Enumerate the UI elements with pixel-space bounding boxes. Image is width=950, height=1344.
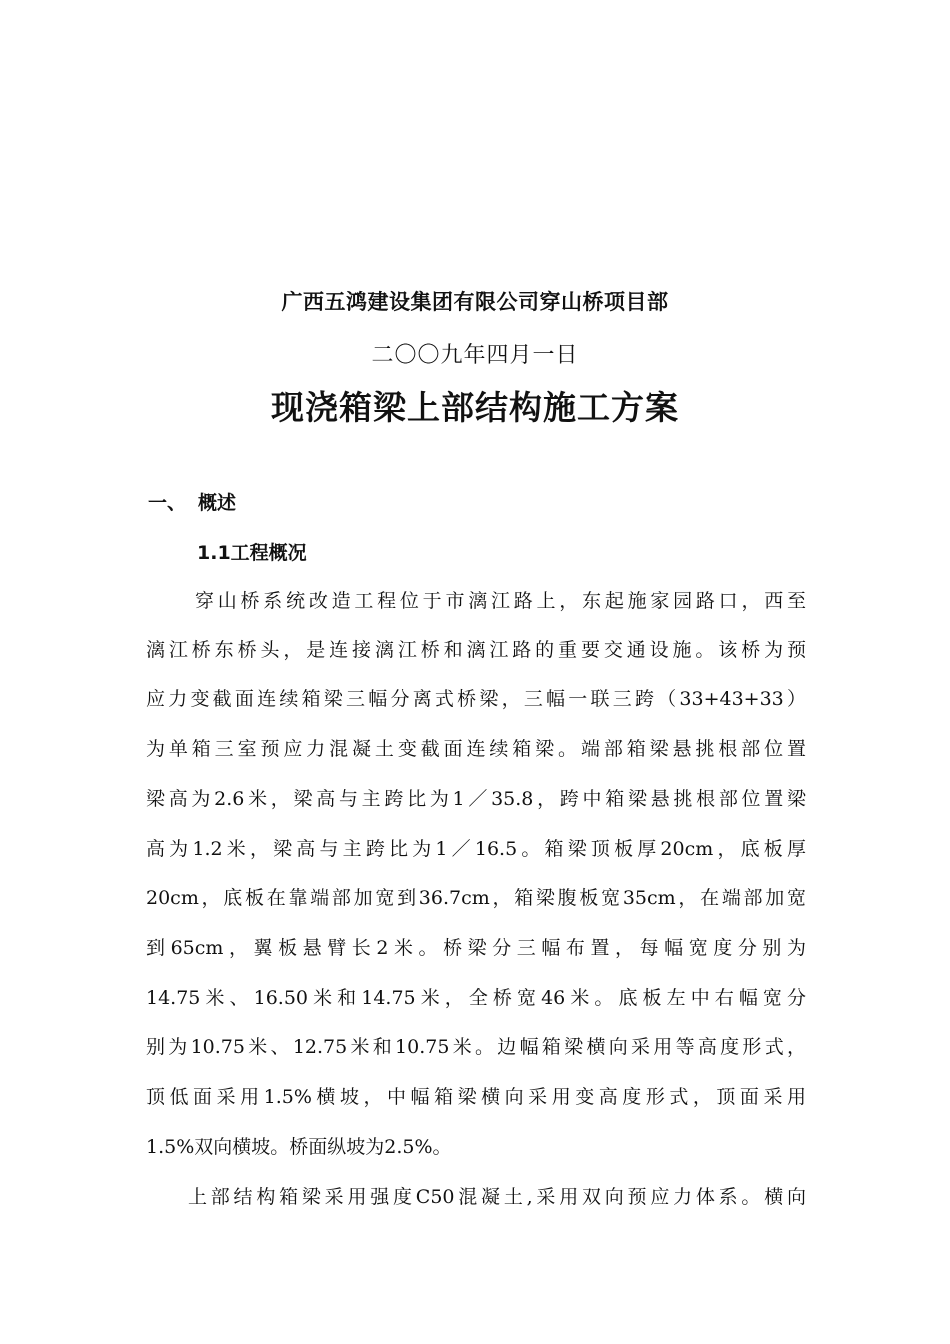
section-title: 概述 — [198, 492, 237, 514]
paragraph-line: 14.75米、16.50米和14.75米，全桥宽46米。底板左中右幅宽分 — [146, 987, 806, 1009]
section-number: 一、 — [148, 492, 187, 514]
paragraph-line: 高为1.2米，梁高与主跨比为1／16.5。箱梁顶板厚20cm，底板厚 — [146, 838, 806, 860]
paragraph-line: 穿山桥系统改造工程位于市漓江路上，东起施家园路口，西至 — [195, 590, 806, 612]
paragraph-line: 应力变截面连续箱梁三幅分离式桥梁，三幅一联三跨（33+43+33） — [146, 688, 806, 710]
paragraph-line: 漓江桥东桥头，是连接漓江桥和漓江路的重要交通设施。该桥为预 — [146, 639, 806, 661]
document-date: 二〇〇九年四月一日 — [371, 343, 579, 368]
paragraph-line: 别为10.75米、12.75米和10.75米。边幅箱梁横向采用等高度形式， — [146, 1036, 806, 1058]
paragraph-line: 到65cm，翼板悬臂长2米。桥梁分三幅布置，每幅宽度分别为 — [146, 937, 806, 959]
document-title: 现浇箱梁上部结构施工方案 — [271, 388, 679, 427]
paragraph-line: 梁高为2.6米，梁高与主跨比为1／35.8，跨中箱梁悬挑根部位置梁 — [146, 788, 806, 810]
section-heading — [148, 488, 236, 515]
organization-name: 广西五鸿建设集团有限公司穿山桥项目部 — [281, 290, 669, 314]
paragraph-line: 1.5%双向横坡。桥面纵坡为2.5%。 — [146, 1136, 452, 1158]
paragraph-line: 为单箱三室预应力混凝土变截面连续箱梁。端部箱梁悬挑根部位置 — [146, 738, 806, 760]
paragraph-line: 上部结构箱梁采用强度C50混凝土,采用双向预应力体系。横向 — [188, 1186, 806, 1208]
subsection-heading: 1.1工程概况 — [197, 542, 307, 564]
paragraph-line: 20cm，底板在靠端部加宽到36.7cm，箱梁腹板宽35cm，在端部加宽 — [146, 887, 806, 909]
paragraph-line: 顶低面采用1.5%横坡，中幅箱梁横向采用变高度形式，顶面采用 — [146, 1086, 806, 1108]
